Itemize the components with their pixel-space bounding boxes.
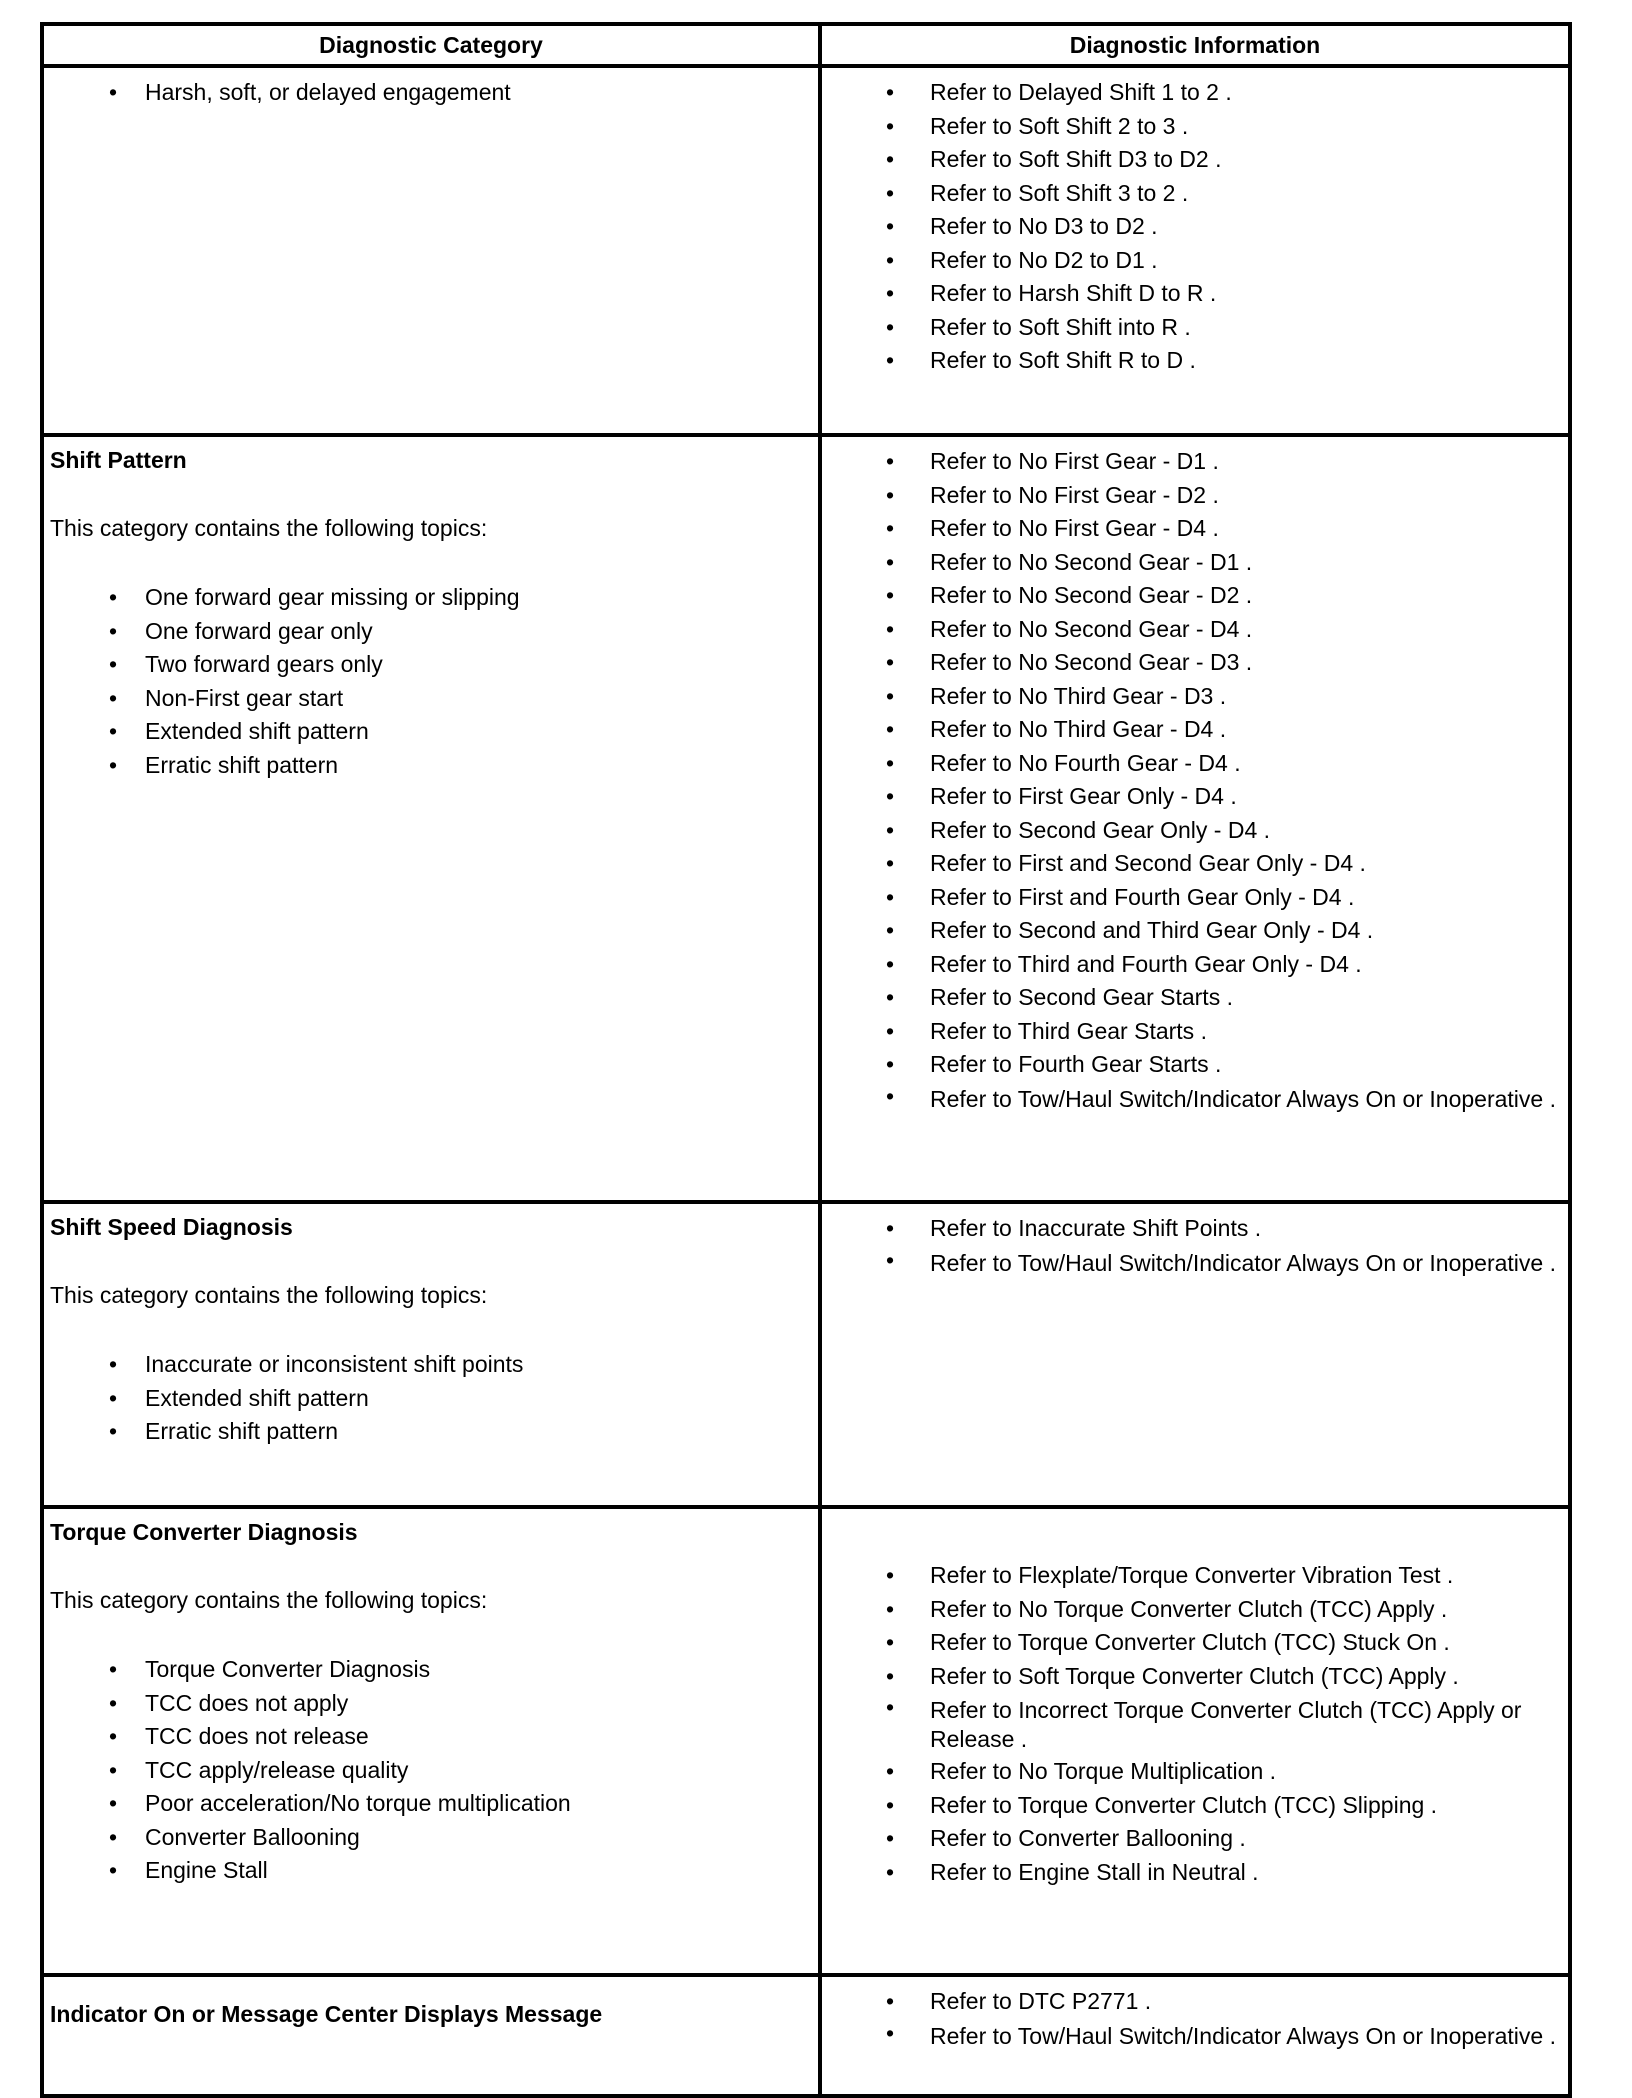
information-cell [820, 435, 1570, 1202]
topic-text: Harsh, soft, or delayed engagement [145, 79, 511, 105]
table-header-row [42, 24, 1570, 66]
bullet-icon: • [885, 179, 895, 206]
reference-text: Refer to Fourth Gear Starts . [930, 1051, 1222, 1077]
reference-text: Refer to Torque Converter Clutch (TCC) Stuck On . [930, 1629, 1450, 1655]
bullet-icon: • [885, 112, 895, 139]
information-cell [820, 1975, 1570, 2096]
category-cell [42, 1975, 820, 2096]
reference-text: Refer to Soft Shift D3 to D2 . [930, 146, 1222, 172]
information-cell [820, 1202, 1570, 1507]
list-item [828, 613, 1562, 647]
list-item [828, 747, 1562, 781]
list-item [828, 311, 1562, 345]
list-item [828, 143, 1562, 177]
reference-text: Refer to No Third Gear - D4 . [930, 716, 1227, 742]
bullet-icon: • [108, 1823, 118, 1850]
reference-text: Refer to Soft Shift R to D . [930, 347, 1196, 373]
list-item [828, 76, 1562, 110]
information-list [828, 1985, 1562, 2052]
category-title: Torque Converter Diagnosis [50, 1519, 358, 1545]
list-item [50, 1382, 812, 1416]
reference-text: Refer to No Second Gear - D1 . [930, 548, 1253, 575]
information-list [828, 1559, 1562, 1889]
topic-text: Extended shift pattern [145, 718, 369, 744]
bullet-icon: • [885, 615, 895, 642]
reference-text: Refer to Soft Shift 2 to 3 . [930, 112, 1189, 139]
reference-text: Refer to Second Gear Only - D4 . [930, 816, 1271, 843]
bullet-icon: • [885, 950, 895, 977]
bullet-icon: • [108, 718, 118, 744]
reference-text: Refer to Soft Shift into R . [930, 313, 1191, 340]
reference-text: Refer to Soft Torque Converter Clutch (TCC) Apply . [930, 1662, 1459, 1689]
list-item [828, 244, 1562, 278]
bullet-icon: • [885, 1082, 895, 1109]
bullet-icon: • [885, 1246, 895, 1273]
reference-text: Refer to Flexplate/Torque Converter Vibration Test . [930, 1562, 1454, 1588]
header-diagnostic-information: Diagnostic Information [820, 24, 1570, 66]
table-row [42, 435, 1570, 1202]
list-item [828, 1082, 1562, 1116]
list-item [50, 1687, 812, 1721]
list-item [50, 1754, 812, 1788]
reference-text: Refer to Converter Ballooning . [930, 1825, 1246, 1851]
list-item [828, 2019, 1562, 2053]
diagnostic-table [40, 22, 1572, 2098]
list-item [828, 1822, 1562, 1856]
list-item [828, 445, 1562, 479]
topic-text: One forward gear missing or slipping [145, 584, 520, 610]
topic-text: Two forward gears only [145, 651, 383, 677]
bullet-icon: • [885, 313, 895, 340]
bullet-icon: • [108, 651, 118, 677]
list-item [828, 780, 1562, 814]
diagnostic-table-frame [40, 22, 1568, 2049]
information-cell [820, 66, 1570, 435]
list-item [50, 1787, 812, 1821]
list-item [50, 749, 812, 783]
reference-text: Refer to First Gear Only - D4 . [930, 783, 1237, 809]
list-item [828, 344, 1562, 378]
reference-text: Refer to No D2 to D1 . [930, 246, 1158, 273]
list-item [828, 1660, 1562, 1694]
list-item [828, 1593, 1562, 1627]
bullet-icon: • [885, 515, 895, 541]
bullet-icon: • [885, 1791, 895, 1818]
topic-text: TCC does not release [145, 1723, 369, 1749]
list-item [828, 277, 1562, 311]
list-item [828, 847, 1562, 881]
bullet-icon: • [108, 584, 118, 610]
reference-text: Refer to Harsh Shift D to R . [930, 280, 1217, 306]
reference-text: Refer to Delayed Shift 1 to 2 . [930, 79, 1232, 105]
reference-text: Refer to No First Gear - D1 . [930, 448, 1219, 474]
bullet-icon: • [885, 850, 895, 876]
list-item [828, 814, 1562, 848]
information-list [828, 76, 1562, 378]
bullet-icon: • [885, 1858, 895, 1885]
reference-text: Refer to Torque Converter Clutch (TCC) Slipping . [930, 1791, 1438, 1818]
bullet-icon: • [108, 1656, 118, 1682]
category-cell [42, 66, 820, 435]
information-list [828, 445, 1562, 1115]
list-item [50, 1348, 812, 1382]
bullet-icon: • [885, 146, 895, 172]
list-item [828, 1048, 1562, 1082]
list-item [828, 1789, 1562, 1823]
bullet-icon: • [108, 1790, 118, 1816]
list-item [50, 615, 812, 649]
bullet-icon: • [885, 783, 895, 809]
list-item [828, 110, 1562, 144]
topic-text: Converter Ballooning [145, 1823, 360, 1850]
list-item [50, 1854, 812, 1888]
bullet-icon: • [885, 1758, 895, 1784]
list-item [828, 1212, 1562, 1246]
bullet-icon: • [108, 751, 118, 778]
bullet-icon: • [885, 582, 895, 608]
bullet-icon: • [885, 1051, 895, 1077]
list-item [50, 1653, 812, 1687]
topic-list [50, 76, 812, 110]
category-title: Indicator On or Message Center Displays Message [50, 2001, 603, 2027]
reference-text: Refer to Third Gear Starts . [930, 1017, 1207, 1044]
information-list [828, 1212, 1562, 1279]
bullet-icon: • [885, 917, 895, 943]
list-item [828, 1755, 1562, 1789]
reference-text: Refer to First and Fourth Gear Only - D4 . [930, 883, 1355, 910]
list-item [828, 1626, 1562, 1660]
category-cell [42, 435, 820, 1202]
reference-text: Refer to Tow/Haul Switch/Indicator Always On or Inoperative . [930, 2022, 1556, 2049]
list-item [828, 479, 1562, 513]
list-item [50, 1720, 812, 1754]
list-item [828, 646, 1562, 680]
bullet-icon: • [885, 1562, 895, 1588]
list-item [828, 948, 1562, 982]
topic-text: Poor acceleration/No torque multiplication [145, 1790, 571, 1816]
reference-text: Refer to No D3 to D2 . [930, 213, 1158, 239]
list-item [50, 682, 812, 716]
category-cell [42, 1202, 820, 1507]
list-item [828, 881, 1562, 915]
bullet-icon: • [885, 1988, 895, 2014]
bullet-icon: • [885, 716, 895, 742]
category-title: Shift Pattern [50, 447, 187, 473]
bullet-icon: • [885, 1825, 895, 1851]
topic-text: Erratic shift pattern [145, 751, 339, 778]
reference-text: Refer to First and Second Gear Only - D4 . [930, 850, 1366, 876]
topic-list [50, 1653, 812, 1888]
bullet-icon: • [108, 684, 118, 711]
bullet-icon: • [885, 1215, 895, 1241]
topic-text: TCC apply/release quality [145, 1756, 409, 1783]
list-item [828, 579, 1562, 613]
bullet-icon: • [108, 1756, 118, 1783]
bullet-icon: • [885, 213, 895, 239]
list-item [50, 648, 812, 682]
topic-text: One forward gear only [145, 617, 373, 644]
header-diagnostic-category: Diagnostic Category [42, 24, 820, 66]
reference-text: Refer to No Torque Multiplication . [930, 1758, 1277, 1784]
bullet-icon: • [885, 548, 895, 575]
bullet-icon: • [108, 1857, 118, 1883]
category-description: This category contains the following topics: [50, 1282, 488, 1308]
category-description: This category contains the following topics: [50, 515, 488, 541]
list-item [50, 581, 812, 615]
list-item [828, 177, 1562, 211]
reference-text: Refer to No Second Gear - D4 . [930, 615, 1253, 642]
category-title: Shift Speed Diagnosis [50, 1214, 293, 1240]
list-item [50, 76, 812, 110]
bullet-icon: • [885, 1017, 895, 1044]
bullet-icon: • [885, 481, 895, 508]
bullet-icon: • [885, 280, 895, 306]
bullet-icon: • [885, 79, 895, 105]
topic-list [50, 581, 812, 782]
topic-text: TCC does not apply [145, 1689, 349, 1716]
reference-text: Refer to Incorrect Torque Converter Clutch (TCC) Apply or Release . [930, 1697, 1522, 1752]
reference-text: Refer to No Third Gear - D3 . [930, 682, 1227, 709]
bullet-icon: • [108, 1723, 118, 1749]
list-item [828, 1246, 1562, 1280]
topic-text: Extended shift pattern [145, 1384, 369, 1411]
list-item [828, 1985, 1562, 2019]
topic-text: Engine Stall [145, 1857, 268, 1883]
list-item [50, 715, 812, 749]
reference-text: Refer to Inaccurate Shift Points . [930, 1215, 1262, 1241]
reference-text: Refer to No Torque Converter Clutch (TCC) Apply . [930, 1595, 1448, 1622]
reference-text: Refer to Third and Fourth Gear Only - D4 . [930, 950, 1362, 977]
list-item [828, 1015, 1562, 1049]
reference-text: Refer to Tow/Haul Switch/Indicator Always On or Inoperative . [930, 1085, 1556, 1112]
bullet-icon: • [885, 749, 895, 776]
bullet-icon: • [885, 883, 895, 910]
bullet-icon: • [885, 682, 895, 709]
list-item [828, 1693, 1562, 1755]
bullet-icon: • [885, 448, 895, 474]
reference-text: Refer to Second Gear Starts . [930, 984, 1233, 1010]
list-item [828, 680, 1562, 714]
list-item [828, 1559, 1562, 1593]
bullet-icon: • [885, 246, 895, 273]
list-item [828, 546, 1562, 580]
reference-text: Refer to Engine Stall in Neutral . [930, 1858, 1259, 1885]
topic-text: Inaccurate or inconsistent shift points [145, 1351, 524, 1377]
bullet-icon: • [108, 617, 118, 644]
bullet-icon: • [885, 1694, 895, 1720]
table-row [42, 1202, 1570, 1507]
list-item [828, 713, 1562, 747]
topic-text: Torque Converter Diagnosis [145, 1656, 431, 1682]
bullet-icon: • [108, 1689, 118, 1716]
bullet-icon: • [108, 1384, 118, 1411]
list-item [828, 914, 1562, 948]
reference-text: Refer to DTC P2771 . [930, 1988, 1152, 2014]
list-item [828, 1856, 1562, 1890]
table-row [42, 1507, 1570, 1975]
bullet-icon: • [885, 1595, 895, 1622]
reference-text: Refer to No Fourth Gear - D4 . [930, 749, 1241, 776]
list-item [828, 512, 1562, 546]
category-cell [42, 1507, 820, 1975]
bullet-icon: • [885, 1629, 895, 1655]
list-item [50, 1821, 812, 1855]
category-description: This category contains the following topics: [50, 1587, 488, 1613]
table-row [42, 1975, 1570, 2096]
reference-text: Refer to No Second Gear - D2 . [930, 582, 1253, 608]
topic-list [50, 1348, 812, 1449]
reference-text: Refer to No First Gear - D2 . [930, 481, 1219, 508]
list-item [828, 210, 1562, 244]
bullet-icon: • [885, 2019, 895, 2046]
table-row [42, 66, 1570, 435]
reference-text: Refer to Second and Third Gear Only - D4 . [930, 917, 1374, 943]
bullet-icon: • [108, 1351, 118, 1377]
reference-text: Refer to No First Gear - D4 . [930, 515, 1219, 541]
bullet-icon: • [885, 1662, 895, 1689]
bullet-icon: • [885, 816, 895, 843]
bullet-icon: • [885, 347, 895, 373]
list-item [50, 1415, 812, 1449]
reference-text: Refer to No Second Gear - D3 . [930, 649, 1253, 675]
reference-text: Refer to Soft Shift 3 to 2 . [930, 179, 1189, 206]
list-item [828, 981, 1562, 1015]
topic-text: Non-First gear start [145, 684, 344, 711]
reference-text: Refer to Tow/Haul Switch/Indicator Always On or Inoperative . [930, 1249, 1556, 1276]
bullet-icon: • [108, 1418, 118, 1444]
bullet-icon: • [885, 649, 895, 675]
topic-text: Erratic shift pattern [145, 1418, 339, 1444]
bullet-icon: • [108, 79, 118, 105]
information-cell [820, 1507, 1570, 1975]
bullet-icon: • [885, 984, 895, 1010]
